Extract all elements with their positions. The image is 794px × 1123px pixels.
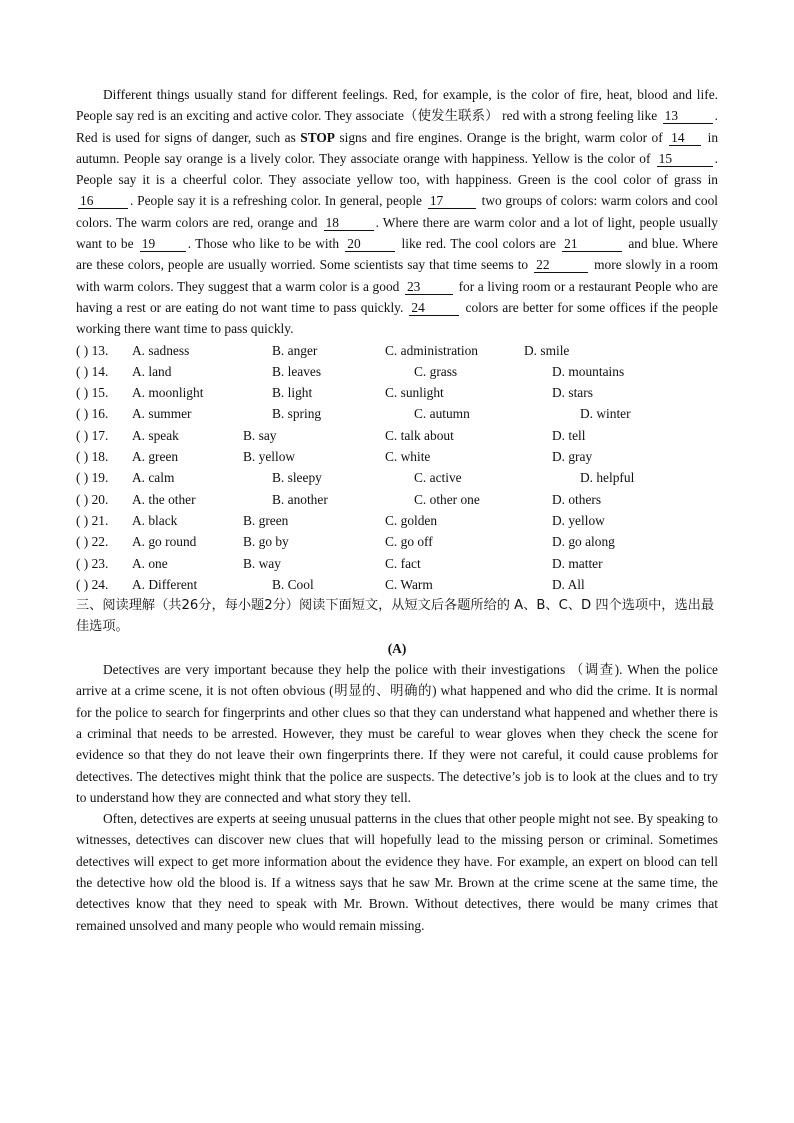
question-row bbox=[76, 531, 718, 552]
blank-16: 16 bbox=[78, 194, 128, 209]
option-c[interactable]: C. autumn bbox=[414, 406, 470, 422]
paragraph-text: Detectives are very important because they help the police with their investigations （调查). When the police arrive at a crime scene, it is not often obvious (明显的、明确的) what happened and who did the crime. It is normal for the police to search for fingerprints and other clues so that they can understand what happened and whether there is a criminal that needs to be arrested. However, they must be careful to wear gloves when they check the scene for evidence so that they do not leave their own fingerprints there. If they were not careful, it could cause problems for detectives. The detectives might think that the police are suspects. The detective’s job is to look at the clues and to try to understand how they are connected and what story they tell. bbox=[76, 662, 718, 805]
option-c[interactable]: C. sunlight bbox=[385, 385, 444, 401]
option-c[interactable]: C. active bbox=[414, 470, 462, 486]
option-c[interactable]: C. administration bbox=[385, 342, 478, 358]
cloze-text: . Where there are warm color and a lot of light, people usually want to be bbox=[76, 214, 718, 252]
option-b[interactable]: B. way bbox=[243, 555, 281, 571]
blank-13: 13 bbox=[663, 109, 713, 124]
option-c[interactable]: C. other one bbox=[414, 491, 480, 507]
exam-page bbox=[76, 84, 718, 936]
question-row bbox=[76, 574, 718, 595]
option-b[interactable]: B. spring bbox=[272, 406, 322, 422]
option-a[interactable]: A. go round bbox=[132, 534, 197, 550]
option-c[interactable]: C. Warm bbox=[385, 576, 433, 592]
reading-paragraph-1 bbox=[76, 659, 718, 808]
cloze-text: . Those who like to be with bbox=[187, 236, 344, 252]
question-row bbox=[76, 510, 718, 531]
option-d[interactable]: D. stars bbox=[552, 385, 593, 401]
question-list bbox=[76, 340, 718, 596]
option-d[interactable]: D. go along bbox=[552, 534, 615, 550]
option-d[interactable]: D. others bbox=[552, 491, 602, 507]
cloze-text: like red. The cool colors are bbox=[397, 236, 561, 252]
paragraph-text: Often, detectives are experts at seeing unusual patterns in the clues that other people might not see. By speaking to witnesses, detectives can discover new clues that will hopefully lead to the missing person or criminal. Sometimes detectives will expect to get more information about the evidence they have. For example, an expert on blood can tell the detective how old the blood is. If a witness says that he saw Mr. Brown at the crime scene at the same time, the detectives know that they need to speak with Mr. Brown. Without detectives, there would be many crimes that remained unsolved and many people who would remain missing. bbox=[76, 811, 718, 933]
option-a[interactable]: A. green bbox=[132, 449, 179, 465]
option-d[interactable]: D. mountains bbox=[552, 363, 625, 379]
question-number[interactable]: ( ) 13. bbox=[76, 342, 109, 358]
option-b[interactable]: B. leaves bbox=[272, 363, 322, 379]
reading-paragraph-2 bbox=[76, 808, 718, 936]
question-number[interactable]: ( ) 14. bbox=[76, 363, 109, 379]
question-row bbox=[76, 340, 718, 361]
option-c[interactable]: C. white bbox=[385, 449, 431, 465]
option-b[interactable]: B. sleepy bbox=[272, 470, 322, 486]
blank-14: 14 bbox=[669, 131, 701, 146]
option-c[interactable]: C. grass bbox=[414, 363, 458, 379]
cloze-text: and blue. Where are these colors, people are usually worried. Some scientists say that time seems to bbox=[76, 236, 718, 273]
option-a[interactable]: A. sadness bbox=[132, 342, 190, 358]
cloze-text: . People say it is a refreshing color. In general, people bbox=[130, 193, 426, 209]
option-a[interactable]: A. one bbox=[132, 555, 168, 571]
question-number[interactable]: ( ) 19. bbox=[76, 470, 109, 486]
option-d[interactable]: D. matter bbox=[552, 555, 603, 571]
cloze-text: Different things usually stand for different feelings. Red, for example, is the color of fire, heat, blood and life. People say red is an exciting and active color. They associate（使发生联系） red with a strong feeling like bbox=[76, 87, 718, 124]
option-b[interactable]: B. say bbox=[243, 427, 277, 443]
option-b[interactable]: B. green bbox=[243, 512, 289, 528]
option-c[interactable]: C. go off bbox=[385, 534, 433, 550]
option-b[interactable]: B. go by bbox=[243, 534, 289, 550]
question-number[interactable]: ( ) 15. bbox=[76, 385, 109, 401]
option-c[interactable]: C. talk about bbox=[385, 427, 454, 443]
question-number[interactable]: ( ) 20. bbox=[76, 491, 109, 507]
option-a[interactable]: A. land bbox=[132, 363, 172, 379]
question-number[interactable]: ( ) 17. bbox=[76, 427, 109, 443]
blank-20: 20 bbox=[345, 237, 395, 252]
cloze-text: for a living room or a restaurant People who are having a rest or are eating do not want time to pass quickly. bbox=[76, 278, 718, 315]
option-a[interactable]: A. calm bbox=[132, 470, 175, 486]
blank-23: 23 bbox=[405, 280, 453, 295]
option-a[interactable]: A. moonlight bbox=[132, 385, 204, 401]
question-row bbox=[76, 382, 718, 403]
blank-24: 24 bbox=[409, 301, 459, 316]
option-d[interactable]: D. winter bbox=[580, 406, 631, 422]
blank-19: 19 bbox=[140, 237, 186, 252]
option-a[interactable]: A. Different bbox=[132, 576, 198, 592]
stop-word: STOP bbox=[300, 129, 335, 145]
question-number[interactable]: ( ) 18. bbox=[76, 449, 109, 465]
cloze-text: signs and fire engines. Orange is the bright, warm color of bbox=[334, 129, 668, 145]
question-number[interactable]: ( ) 21. bbox=[76, 512, 109, 528]
option-d[interactable]: D. smile bbox=[524, 342, 570, 358]
option-b[interactable]: B. yellow bbox=[243, 449, 296, 465]
question-number[interactable]: ( ) 23. bbox=[76, 555, 109, 571]
cloze-text: more slowly in a room with warm colors. They suggest that a warm color is a good bbox=[76, 257, 718, 294]
question-row bbox=[76, 553, 718, 574]
option-c[interactable]: C. fact bbox=[385, 555, 421, 571]
option-c[interactable]: C. golden bbox=[385, 512, 438, 528]
question-row bbox=[76, 489, 718, 510]
option-a[interactable]: A. summer bbox=[132, 406, 192, 422]
blank-22: 22 bbox=[534, 258, 588, 273]
blank-18: 18 bbox=[324, 216, 374, 231]
blank-15: 15 bbox=[657, 152, 713, 167]
blank-21: 21 bbox=[562, 237, 622, 252]
cloze-text: . Red is used for signs of danger, such as bbox=[76, 108, 718, 145]
option-b[interactable]: B. Cool bbox=[272, 576, 314, 592]
option-b[interactable]: B. another bbox=[272, 491, 328, 507]
question-row bbox=[76, 403, 718, 424]
cloze-text: colors are better for some offices if the people working there want time to pass quickly. bbox=[76, 299, 718, 337]
question-number[interactable]: ( ) 24. bbox=[76, 576, 109, 592]
question-row bbox=[76, 361, 718, 382]
option-b[interactable]: B. light bbox=[272, 385, 313, 401]
cloze-passage bbox=[76, 84, 718, 340]
option-a[interactable]: A. speak bbox=[132, 427, 179, 443]
option-d[interactable]: D. gray bbox=[552, 449, 593, 465]
blank-17: 17 bbox=[428, 194, 476, 209]
option-a[interactable]: A. black bbox=[132, 512, 178, 528]
option-d[interactable]: D. All bbox=[552, 576, 585, 592]
option-b[interactable]: B. anger bbox=[272, 342, 318, 358]
option-d[interactable]: D. helpful bbox=[580, 470, 635, 486]
question-row bbox=[76, 446, 718, 467]
question-number[interactable]: ( ) 22. bbox=[76, 534, 109, 550]
cloze-text: . People say it is a cheerful color. They associate yellow too, with happiness. Green is the cool color of grass in bbox=[76, 150, 718, 188]
option-d[interactable]: D. tell bbox=[552, 427, 586, 443]
section-heading: 三、阅读理解（共26分，每小题2分）阅读下面短文，从短文后各题所给的 A、B、C、D 四个选项中，选出最佳选项。 bbox=[76, 598, 715, 635]
question-row bbox=[76, 425, 718, 446]
cloze-text: in autumn. People say orange is a lively color. They associate orange with happiness. Yellow is the color of bbox=[76, 129, 719, 166]
option-d[interactable]: D. yellow bbox=[552, 512, 605, 528]
passage-title: (A) bbox=[387, 640, 407, 656]
question-row bbox=[76, 467, 718, 488]
cloze-text: two groups of colors: warm colors and cool colors. The warm colors are red, orange and bbox=[76, 193, 718, 230]
question-number[interactable]: ( ) 16. bbox=[76, 406, 109, 422]
option-a[interactable]: A. the other bbox=[132, 491, 196, 507]
